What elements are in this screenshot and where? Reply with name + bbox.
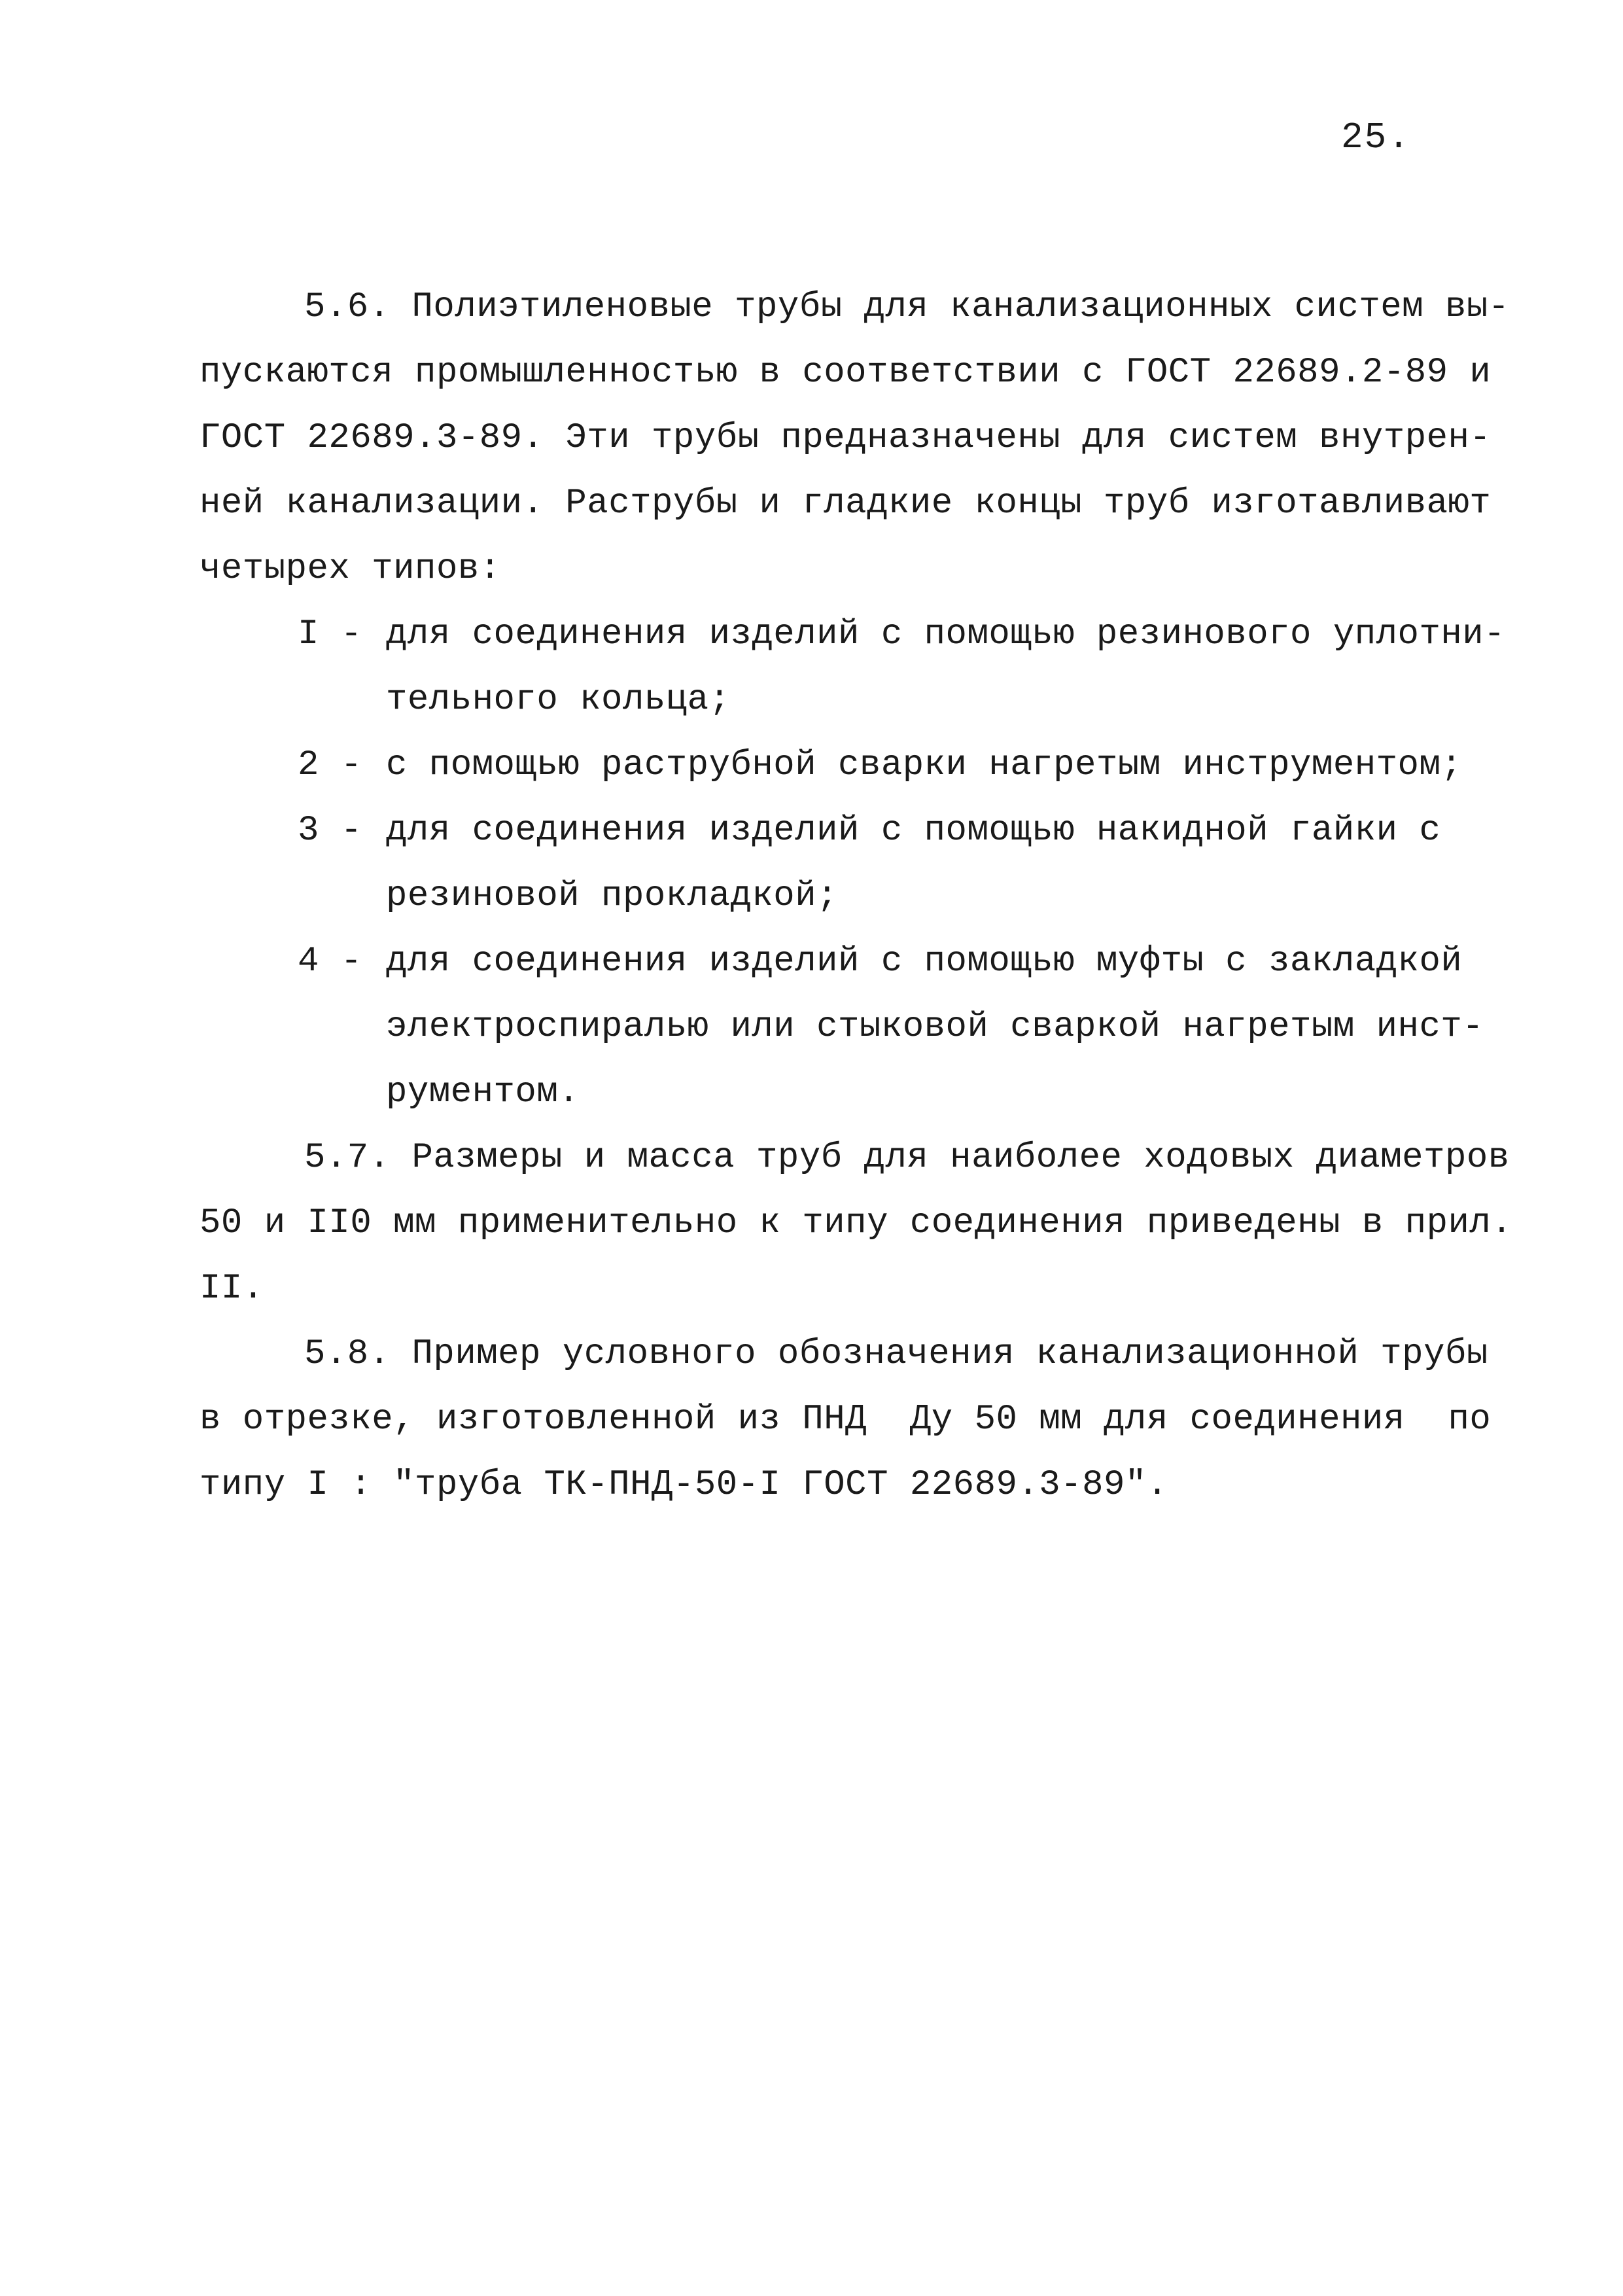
paragraph-line: ГОСТ 22689.3-89. Эти трубы предназначены для систем внутрен- (200, 418, 1492, 458)
list-item-type-1 (200, 602, 1506, 733)
list-item-line: резиновой прокладкой; (386, 876, 839, 916)
list-item-line: для соединения изделий с помощью муфты с закладкой (386, 942, 1463, 981)
list-item-type-4 (200, 929, 1484, 1125)
list-marker: 4 - (298, 942, 362, 981)
list-marker: 2 - (298, 745, 362, 785)
list-marker: 3 - (298, 811, 362, 851)
section-5-7-paragraph (200, 1125, 1513, 1322)
list-item-line: электроспиралью или стыковой сваркой нагретым инст- (386, 1007, 1484, 1047)
paragraph-line: типу I : "труба ТК-ПНД-50-I ГОСТ 22689.3-89". (200, 1465, 1168, 1505)
paragraph-line: пускаются промышленностью в соответствии с ГОСТ 22689.2-89 и (200, 353, 1492, 393)
list-item-line: рументом. (386, 1072, 580, 1112)
list-item-type-2 (200, 733, 1463, 798)
paragraph-line: 5.8. Пример условного обозначения канализационной трубы (304, 1334, 1488, 1374)
paragraph-line: 50 и II0 мм применительно к типу соединения приведены в прил. (200, 1203, 1513, 1243)
list-marker: I - (298, 614, 362, 654)
list-item-type-3 (200, 798, 1449, 929)
paragraph-line: в отрезке, изготовленной из ПНД Ду 50 мм для соединения по (200, 1400, 1492, 1439)
list-item-line: тельного кольца; (386, 680, 731, 720)
list-item-line: для соединения изделий с помощью резинового уплотни- (386, 614, 1506, 654)
paragraph-line: 5.6. Полиэтиленовые трубы для канализационных систем вы- (304, 287, 1510, 327)
paragraph-line: четырех типов: (200, 549, 501, 589)
paragraph-line: 5.7. Размеры и масса труб для наиболее ходовых диаметров (304, 1138, 1510, 1178)
joint-types-list (200, 602, 1506, 1125)
list-item-line: для соединения изделий с помощью накидной гайки с (386, 811, 1441, 851)
list-item-line: с помощью раструбной сварки нагретым инструментом; (386, 745, 1463, 785)
document-body (200, 275, 1513, 1518)
page-number: 25. (1341, 116, 1411, 158)
section-5-8-paragraph (200, 1322, 1492, 1518)
paragraph-line: II. (200, 1269, 264, 1309)
paragraph-line: ней канализации. Раструбы и гладкие концы труб изготавливают (200, 484, 1492, 523)
section-5-6-paragraph (200, 275, 1510, 602)
